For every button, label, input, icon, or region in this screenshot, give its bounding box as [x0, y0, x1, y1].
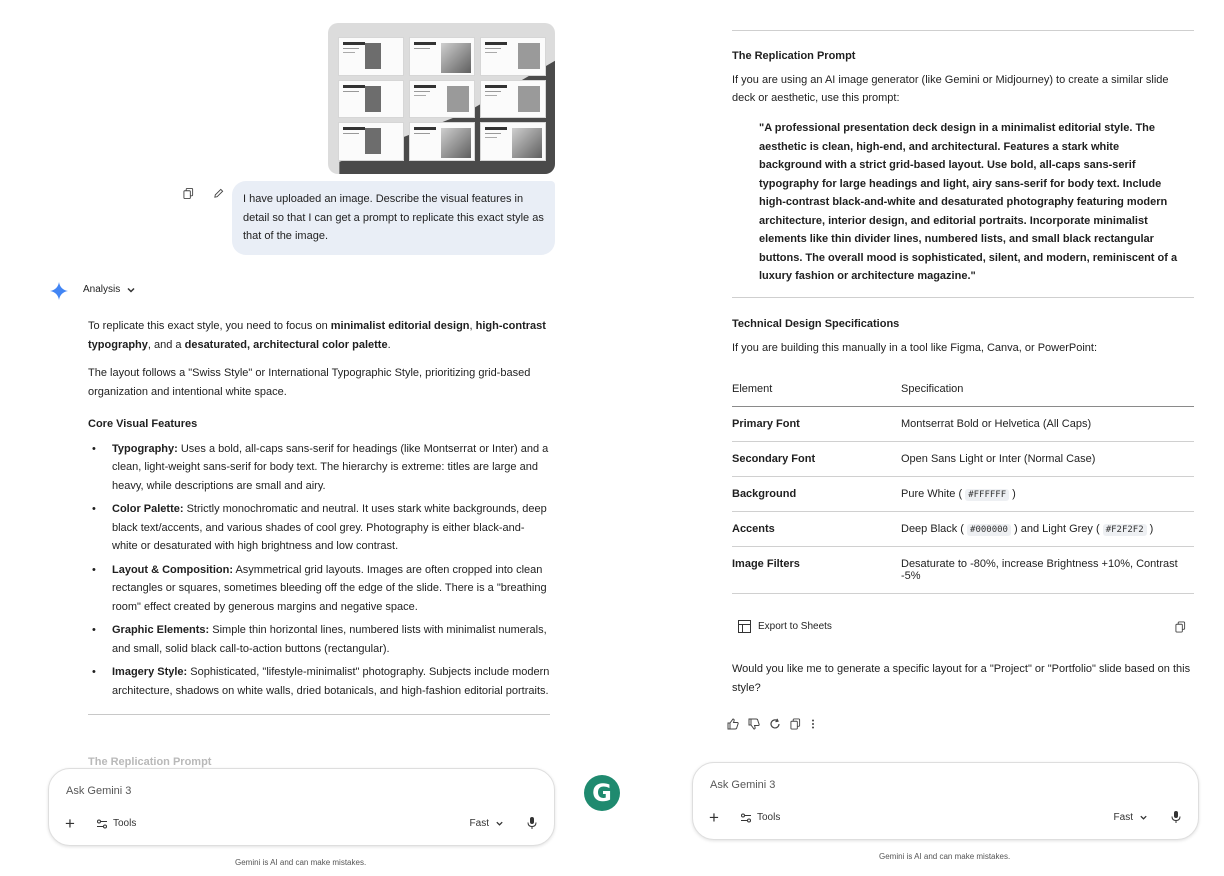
- layout-paragraph: The layout follows a "Swiss Style" or International Typographic Style, prioritizing grid-based organization and intentional white space.: [88, 367, 531, 398]
- slide-thumb: [480, 122, 546, 161]
- intro-paragraph: To replicate this exact style, you need to focus on minimalist editorial design, high-contrast typography, and a desaturated, architectural color palette.: [88, 320, 546, 351]
- replication-intro: If you are using an AI image generator (like Gemini or Midjourney) to create a similar slide deck or aesthetic, use this prompt:: [732, 73, 1169, 104]
- tech-heading: Technical Design Specifications: [732, 318, 900, 330]
- tools-button[interactable]: [740, 812, 780, 823]
- mode-selector[interactable]: [1114, 812, 1148, 823]
- column-header: Element: [732, 372, 901, 407]
- tech-intro: If you are building this manually in a tool like Figma, Canva, or PowerPoint:: [732, 341, 1098, 354]
- tools-label: Tools: [757, 812, 781, 823]
- mode-label: Fast: [469, 818, 489, 829]
- spec-cell: Deep Black ( #000000 ) and Light Grey ( #F2F2F2 ): [901, 512, 1194, 547]
- element-cell: Primary Font: [732, 407, 901, 442]
- disclaimer: Gemini is AI and can make mistakes.: [879, 852, 1011, 861]
- right-chat-pane: [612, 0, 1224, 876]
- microphone-icon[interactable]: [526, 816, 538, 830]
- table-row: [732, 442, 1194, 477]
- response-actions: [727, 718, 816, 730]
- spec-table: [732, 372, 1194, 594]
- analysis-label: Analysis: [83, 284, 121, 295]
- list-item: • Layout & Composition: Asymmetrical grid layouts. Images are often cropped into clean rectangles or squares, sometimes bleeding off the edge of the slide. There is a "breathing room" effect created by generous margins and negative space.: [88, 561, 550, 617]
- list-item: • Imagery Style: Sophisticated, "lifestyle-minimalist" photography. Subjects include modern architecture, shadows on white walls, dried botanicals, and high-fashion editorial portraits.: [88, 663, 550, 700]
- table-row: [732, 512, 1194, 547]
- divider: [732, 297, 1194, 298]
- table-row: [732, 547, 1194, 594]
- copy-icon[interactable]: [182, 187, 194, 199]
- element-cell: Secondary Font: [732, 442, 901, 477]
- tools-icon: [96, 819, 108, 829]
- prompt-input[interactable]: Ask Gemini 3: [710, 779, 776, 791]
- replication-heading: The Replication Prompt: [732, 50, 856, 62]
- slide-thumb: [480, 37, 546, 76]
- regenerate-icon[interactable]: [769, 718, 781, 730]
- slide-thumb: [409, 122, 475, 161]
- features-list: [88, 440, 550, 701]
- chevron-down-icon: [126, 285, 136, 295]
- column-header: Specification: [901, 372, 1194, 407]
- element-cell: Background: [732, 477, 901, 512]
- slide-thumbnails-grid: [338, 37, 546, 161]
- element-cell: Image Filters: [732, 547, 901, 594]
- tech-section: [732, 315, 1194, 357]
- copy-icon[interactable]: [790, 718, 801, 730]
- chevron-down-icon: [1139, 813, 1148, 822]
- prompt-input-box[interactable]: [692, 762, 1199, 840]
- chevron-down-icon: [495, 819, 504, 828]
- spec-cell: Pure White ( #FFFFFF ): [901, 477, 1194, 512]
- list-item: • Color Palette: Strictly monochromatic and neutral. It uses stark white backgrounds, deep black text/accents, and various shades of cool grey. Photography is either black-and-white or desaturated with high brightness and low contrast.: [88, 500, 550, 556]
- export-to-sheets-button[interactable]: [738, 620, 832, 633]
- plus-icon[interactable]: +: [65, 814, 75, 833]
- thumbs-down-icon[interactable]: [748, 718, 760, 730]
- table-row: [732, 477, 1194, 512]
- spec-cell: Montserrat Bold or Helvetica (All Caps): [901, 407, 1194, 442]
- model-response: [88, 317, 550, 729]
- table-icon: [738, 620, 751, 633]
- edit-icon[interactable]: [212, 187, 224, 199]
- color-code: #FFFFFF: [965, 489, 1009, 501]
- tools-icon: [740, 813, 752, 823]
- thumbs-up-icon[interactable]: [727, 718, 739, 730]
- user-message-bubble: I have uploaded an image. Describe the visual features in detail so that I can get a prompt to replicate this exact style as that of the image.: [232, 181, 555, 255]
- more-options-icon[interactable]: [810, 718, 816, 730]
- element-cell: Accents: [732, 512, 901, 547]
- slide-thumb: [338, 37, 404, 76]
- tools-button[interactable]: [96, 818, 136, 829]
- prompt-input[interactable]: Ask Gemini 3: [66, 785, 132, 797]
- table-header-row: [732, 372, 1194, 407]
- mode-label: Fast: [1113, 812, 1133, 823]
- spec-cell: Desaturate to -80%, increase Brightness +10%, Contrast -5%: [901, 547, 1194, 594]
- analysis-toggle[interactable]: [83, 284, 136, 295]
- replication-section: [732, 47, 1194, 108]
- slide-thumb: [338, 80, 404, 119]
- export-label: Export to Sheets: [758, 621, 832, 632]
- grammarly-icon[interactable]: G: [584, 775, 620, 811]
- tools-label: Tools: [113, 818, 137, 829]
- slide-thumb: [338, 122, 404, 161]
- slide-thumb: [480, 80, 546, 119]
- table-row: [732, 407, 1194, 442]
- user-message-actions: [182, 187, 224, 199]
- divider: [732, 30, 1194, 31]
- list-item: • Typography: Uses a bold, all-caps sans-serif for headings (like Montserrat or Inter) and a clean, light-weight sans-serif for body text. The hierarchy is extreme: titles are large and heavy, while descriptions are small and airy.: [88, 440, 550, 496]
- prompt-input-box[interactable]: [48, 768, 555, 846]
- slide-thumb: [409, 80, 475, 119]
- gemini-star-icon: [50, 282, 68, 300]
- copy-table-icon[interactable]: [1174, 621, 1186, 633]
- slide-thumb: [409, 37, 475, 76]
- disclaimer: Gemini is AI and can make mistakes.: [235, 858, 367, 867]
- uploaded-image[interactable]: [328, 23, 555, 174]
- list-item: • Graphic Elements: Simple thin horizontal lines, numbered lists with minimalist numerals, and small, solid black call-to-action buttons (rectangular).: [88, 621, 550, 658]
- microphone-icon[interactable]: [1170, 810, 1182, 824]
- plus-icon[interactable]: +: [709, 808, 719, 827]
- color-code: #000000: [967, 524, 1011, 536]
- spec-cell: Open Sans Light or Inter (Normal Case): [901, 442, 1194, 477]
- divider: [88, 714, 550, 715]
- color-code: #F2F2F2: [1103, 524, 1147, 536]
- follow-up-question: Would you like me to generate a specific layout for a "Project" or "Portfolio" slide based on this style?: [732, 663, 1191, 694]
- mode-selector[interactable]: [470, 818, 504, 829]
- core-features-heading: Core Visual Features: [88, 418, 198, 430]
- faded-heading: The Replication Prompt: [88, 756, 212, 768]
- replication-prompt-quote: "A professional presentation deck design in a minimalist editorial style. The aesthetic is clean, high-end, and architectural. Features a stark white background with a strict grid-based layout. Use bold, all-caps sans-serif typography for large headings and light, airy sans-serif for body text. Include high-contrast black-and-white and desaturated photography featuring modern architecture, interior design, and editorial portraits. Incorporate minimalist elements like thin divider lines, numbered lists, and small black rectangular buttons. The overall mood is sophisticated, silent, and modern, reminiscent of a luxury fashion or architecture magazine.": [759, 122, 1178, 282]
